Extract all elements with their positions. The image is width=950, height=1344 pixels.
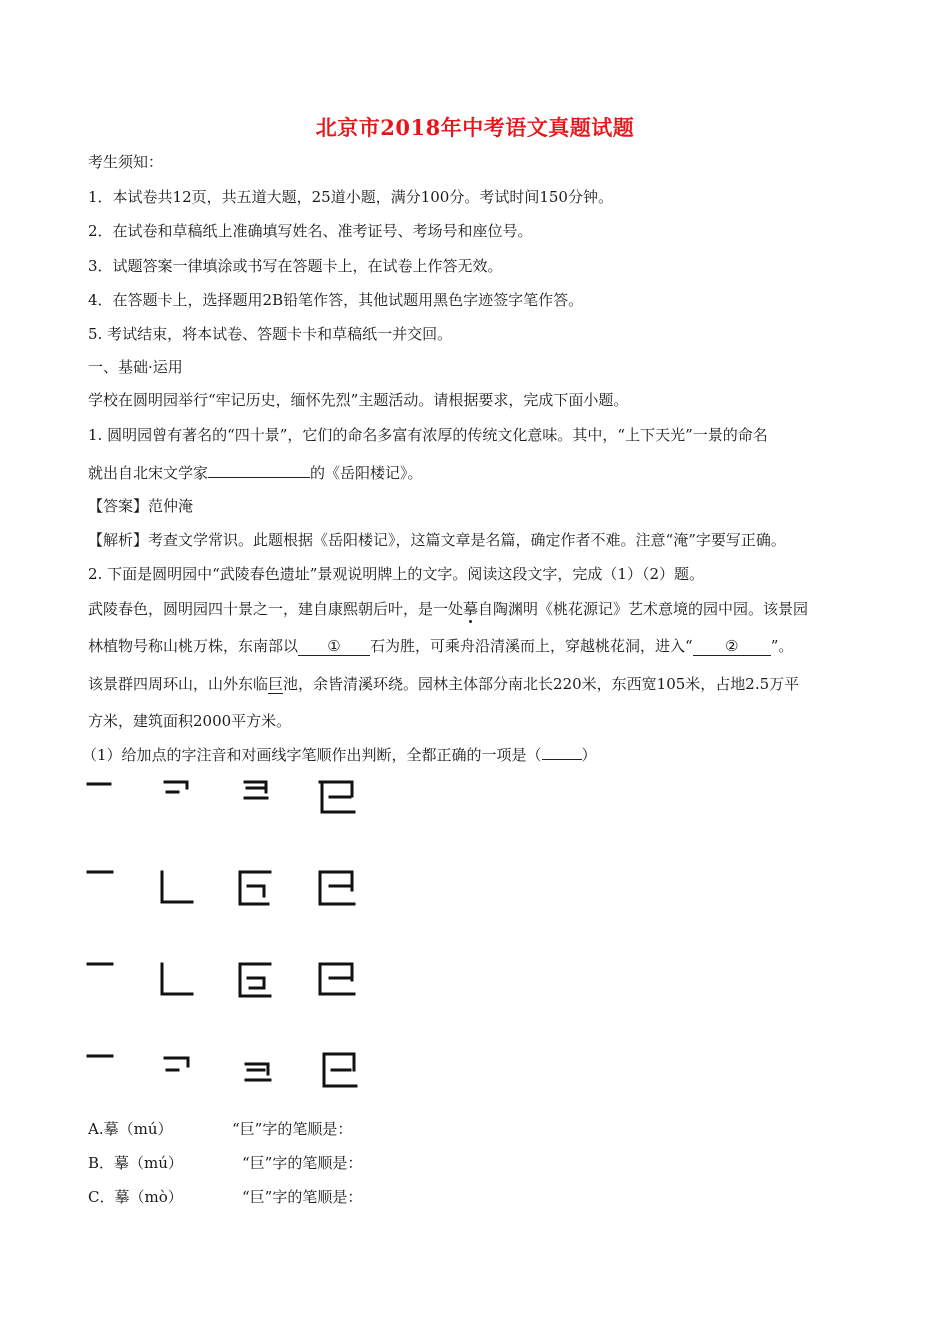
passage-text: 武陵春色，圆明园四十景之一，建自康熙朝后叶，是一处 <box>88 600 464 618</box>
option-a-desc: “巨”字的笔顺是： <box>232 1120 353 1138</box>
stroke-order-row-3 <box>80 956 380 1016</box>
passage-text: 石为胜，可乘舟沿清溪而上，穿越桃花洞，进入“ <box>370 637 693 655</box>
notice-item-3: 3．试题答案一律填涂或书写在答题卡上，在试卷上作答无效。 <box>88 257 503 275</box>
q2-sub1 <box>82 745 597 765</box>
option-b-desc: “巨”字的笔顺是： <box>242 1154 363 1172</box>
option-c-letter: C．摹（mò） <box>88 1188 183 1206</box>
sub1-text: （1）给加点的字注音和对画线字笔顺作出判断，全都正确的一项是（ <box>82 746 542 764</box>
stroke-order-row-4 <box>80 1046 380 1106</box>
passage-text: 林植物号称山桃万株，东南部以 <box>88 637 299 655</box>
q1-answer <box>88 496 193 516</box>
stroke-step-icon <box>246 1064 270 1080</box>
q1-line1: 1. 圆明园曾有著名的“四十景”，它们的命名多富有浓厚的传统文化意味。其中，“上下天光”一景的命名 <box>88 426 768 444</box>
stroke-step-icon <box>240 872 270 904</box>
passage-text: ”。 <box>770 637 794 655</box>
notice-item-4: 4．在答题卡上，选择题用2B铅笔作答，其他试题用黑色字迹签字笔作答。 <box>88 291 584 309</box>
option-c-desc: “巨”字的笔顺是： <box>242 1188 363 1206</box>
q1-line2-post: 的《岳阳楼记》。 <box>310 464 423 482</box>
option-a-letter: A.摹（mú） <box>88 1120 173 1138</box>
passage-text: 自陶渊明《桃花源记》艺术意境的园中园。该景园 <box>478 600 809 618</box>
notice-item-1: 1．本试卷共12页，共五道大题，25道小题，满分100分。考试时间150分钟。 <box>88 188 613 206</box>
stroke-step-icon <box>240 964 270 996</box>
page-title: 北京市2018年中考语文真题试题 <box>315 115 635 140</box>
stroke-step-icon <box>162 872 192 902</box>
q1-answer-blank <box>208 477 310 478</box>
answer-label: 【答案】 <box>88 497 149 515</box>
notice-item-5: 5. 考试结束，将本试卷、答题卡卡和草稿纸一并交回。 <box>88 325 453 343</box>
passage-text: 该景群四周环山，山外东临 <box>88 675 269 693</box>
analysis-text: 考查文学常识。此题根据《岳阳楼记》，这篇文章是名篇，确定作者不难。注意“淹”字要写正确。 <box>148 531 786 549</box>
stroke-order-row-1 <box>80 772 380 832</box>
dotted-character: 摹 <box>463 600 479 618</box>
blank-1: ① <box>298 638 370 656</box>
sub1-blank <box>542 759 582 760</box>
sub1-close: ） <box>581 746 597 764</box>
underlined-character: 巨 <box>268 675 284 693</box>
notice-heading: 考生须知： <box>88 153 164 171</box>
q2-intro: 2. 下面是圆明园中“武陵春色遗址”景观说明牌上的文字。阅读这段文字，完成（1）（2）题。 <box>88 565 705 583</box>
notice-item-2: 2．在试卷和草稿纸上准确填写姓名、准考证号、考场号和座位号。 <box>88 222 533 240</box>
section-intro: 学校在圆明园举行“牢记历史，缅怀先烈”主题活动。请根据要求，完成下面小题。 <box>88 391 629 409</box>
stroke-step-icon <box>320 964 354 994</box>
stroke-step-icon <box>320 872 354 904</box>
q1-line2-pre: 就出自北宋文学家 <box>88 464 209 482</box>
q1-line2 <box>88 463 423 483</box>
q2-passage-line3 <box>88 674 799 694</box>
q1-analysis <box>88 530 786 550</box>
option-b-letter: B．摹（mú） <box>88 1154 183 1172</box>
passage-text: 池，余皆清溪环绕。园林主体部分南北长220米，东西宽105米，占地2.5万平 <box>283 675 800 693</box>
stroke-step-icon <box>320 782 354 812</box>
stroke-step-icon <box>165 1058 188 1070</box>
q2-passage-line2 <box>88 636 793 656</box>
stroke-step-icon <box>324 1054 356 1086</box>
stroke-step-icon <box>162 964 192 994</box>
stroke-order-row-2 <box>80 864 380 924</box>
analysis-label: 【解析】 <box>88 531 149 549</box>
answer-text: 范仲淹 <box>148 497 194 515</box>
section-heading: 一、基础·运用 <box>88 358 183 376</box>
blank-2: ② <box>693 638 771 656</box>
stroke-step-icon <box>245 782 267 798</box>
q2-passage-line4: 方米，建筑面积2000平方米。 <box>88 712 292 730</box>
q2-passage-line1 <box>88 599 808 619</box>
stroke-step-icon <box>165 782 187 792</box>
